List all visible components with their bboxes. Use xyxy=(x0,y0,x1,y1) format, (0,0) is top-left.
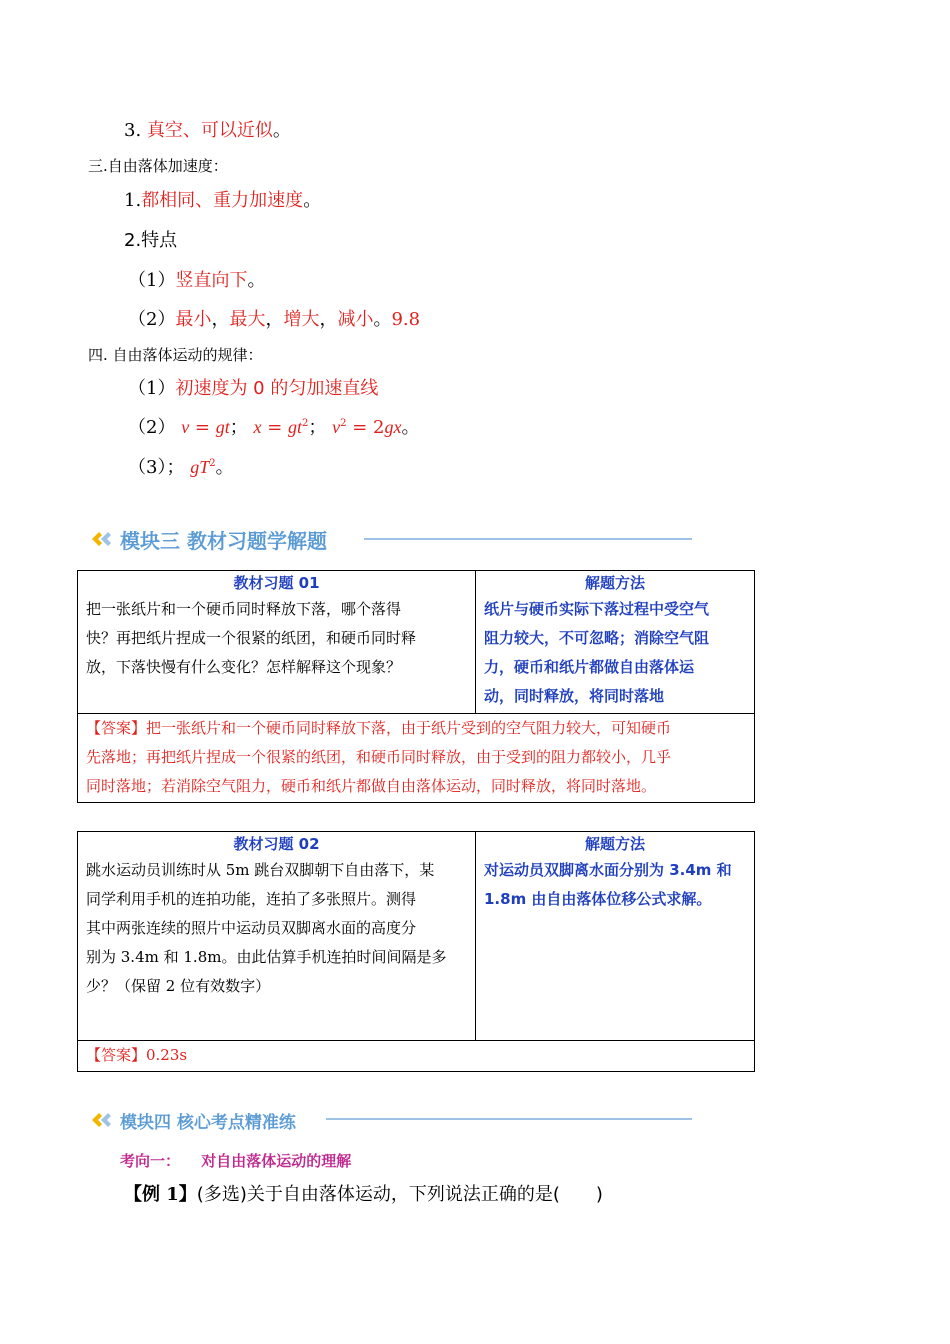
exercise2-method-cell xyxy=(476,832,755,1041)
exercise1-header-right: 解题方法 xyxy=(584,574,645,592)
exercise2-question-line: 其中两张连续的照片中运动员双脚离水面的高度分 xyxy=(86,919,417,937)
exercise1-method-line: 纸片与硬币实际下落过程中受空气 xyxy=(484,600,710,618)
module3-header xyxy=(90,525,692,555)
h4-sub2-line: （2） v = gt； $x = gt^2$； $v^2 = 2gx$。 xyxy=(128,417,420,438)
formula-displacement: x xyxy=(253,417,262,437)
module4-header xyxy=(90,1106,692,1136)
module3-title: 模块三 教材习题学解题 xyxy=(120,529,327,553)
exercise1-answer-line: 同时落地；若消除空气阻力，硬币和纸片都做自由落体运动，同时释放，将同时落地。 xyxy=(86,777,657,795)
item3-line: 3. 真空、可以近似。 xyxy=(124,120,291,141)
exercise2-answer: 【答案】0.23s xyxy=(86,1046,188,1064)
h4-sub1-line: （1）初速度为 0 的匀加速直线 xyxy=(128,378,379,399)
exercise2-table xyxy=(77,831,755,1072)
exercise2-question-line: 同学利用手机的连拍功能，连拍了多张照片。测得 xyxy=(86,890,417,908)
kaoxiang1-label: 考向一： xyxy=(120,1152,181,1170)
formula-delta-x: gT xyxy=(190,457,210,477)
exercise2-question-line: 跳水运动员训练时从 5m 跳台双脚朝下自由落下，某 xyxy=(86,861,435,879)
exercise1-question-line: 快？再把纸片捏成一个很紧的纸团，和硬币同时释 xyxy=(86,629,417,647)
exercise2-question-cell xyxy=(78,832,476,1041)
h3-sub1-line: （1）竖直向下。 xyxy=(128,270,266,291)
exercise1-header-left: 教材习题 01 xyxy=(233,574,320,592)
h3-item2-line: 2.特点 xyxy=(124,230,178,251)
module3-rule xyxy=(364,538,692,540)
exercise2-method-line: 对运动员双脚离水面分别为 3.4m 和 xyxy=(484,861,732,879)
h3-sub2-line: （2）最小，最大，增大，减小。9.8 xyxy=(128,309,421,330)
module4-title: 模块四 核心考点精准练 xyxy=(120,1113,296,1133)
example1-line xyxy=(124,1180,603,1206)
example1-text: (多选)关于自由落体运动，下列说法正确的是( ) xyxy=(196,1184,603,1205)
exercise1-method-cell xyxy=(476,571,755,714)
exercise1-table xyxy=(77,570,755,803)
exercise1-question-line: 把一张纸片和一个硬币同时释放下落，哪个落得 xyxy=(86,600,402,618)
exercise2-question-line: 别为 3.4m 和 1.8m。由此估算手机连拍时间间隔是多 xyxy=(86,948,447,966)
exercise2-method-line: 1.8m 由自由落体位移公式求解。 xyxy=(484,890,712,908)
exercise1-answer-cell xyxy=(78,714,755,803)
double-chevron-icon xyxy=(90,1110,114,1130)
exercise1-method-line: 阻力较大，不可忽略；消除空气阻 xyxy=(484,629,710,647)
exercise1-method-line: 力，硬币和纸片都做自由落体运 xyxy=(484,658,695,676)
exercise1-answer-line: 先落地；再把纸片捏成一个很紧的纸团，和硬币同时释放，由于受到的阻力都较小，几乎 xyxy=(86,748,672,766)
exercise2-answer-cell xyxy=(78,1041,755,1072)
exercise1-method-line: 动，同时释放，将同时落地 xyxy=(484,687,665,705)
exercise2-question-line: 少？（保留 2 位有效数字） xyxy=(86,977,271,995)
heading-three: 三.自由落体加速度： xyxy=(88,157,228,175)
formula-velocity: v xyxy=(181,417,190,437)
exercise2-header-left: 教材习题 02 xyxy=(233,835,320,853)
double-chevron-icon xyxy=(90,529,114,549)
kaoxiang1-line xyxy=(120,1150,351,1171)
formula-velocity-squared: v xyxy=(332,417,341,437)
h3-item1-line: 1.都相同、重力加速度。 xyxy=(124,190,322,211)
h4-sub3-line: （3）； $gT^2$。 xyxy=(128,457,234,478)
module4-rule xyxy=(326,1118,692,1120)
kaoxiang1-title: 对自由落体运动的理解 xyxy=(201,1152,352,1170)
exercise1-question-cell xyxy=(78,571,476,714)
example1-tag: 【例 1】 xyxy=(124,1184,197,1205)
exercise1-answer-line: 【答案】把一张纸片和一个硬币同时释放下落，由于纸片受到的空气阻力较大，可知硬币 xyxy=(86,719,672,737)
heading-four: 四. 自由落体运动的规律： xyxy=(88,346,263,364)
exercise1-question-line: 放，下落快慢有什么变化？怎样解释这个现象？ xyxy=(86,658,402,676)
exercise2-header-right: 解题方法 xyxy=(584,835,645,853)
